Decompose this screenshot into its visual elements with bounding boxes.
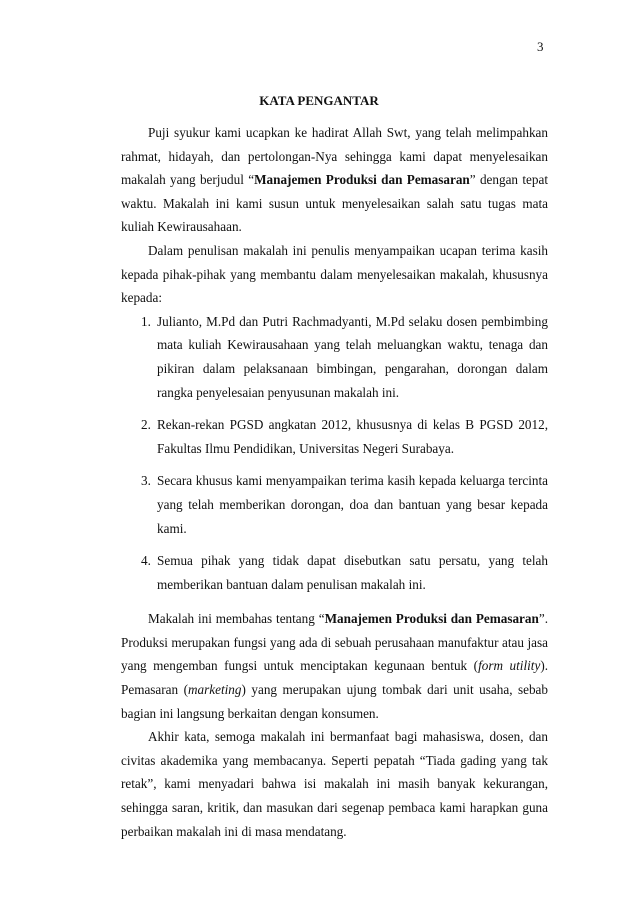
paragraph-text: ). Pemasaran ( bbox=[121, 658, 549, 698]
acknowledgement-list bbox=[121, 310, 548, 597]
list-item-text: Secara khusus kami menyampaikan terima kasih kepada keluarga tercinta yang telah memberikan dorongan, doa dan bantuan yang besar kepada kami. bbox=[157, 473, 548, 536]
list-item bbox=[121, 310, 548, 404]
paragraph-text: Puji syukur kami ucapkan ke hadirat Allah Swt, yang telah melimpahkan rahmat, hidayah, dan pertolongan-Nya sehingga kami dapat menyelesaikan makalah yang berjudul “ bbox=[121, 125, 548, 188]
paragraph-thanks-intro: Dalam penulisan makalah ini penulis menyampaikan ucapan terima kasih kepada pihak-pihak yang membantu dalam menyelesaikan makalah, khususnya kepada: bbox=[121, 242, 548, 306]
list-number: 2. bbox=[141, 417, 151, 433]
paragraph-text: ) yang merupakan ujung tombak dari unit usaha, sebab bagian ini langsung berkaitan dengan konsumen. bbox=[121, 682, 549, 721]
paragraph-text: ” dengan tepat waktu. Makalah ini kami susun untuk menyelesaikan salah satu tugas mata kuliah Kewirausahaan. bbox=[121, 172, 548, 235]
list-item-text: Julianto, M.Pd dan Putri Rachmadyanti, M.Pd selaku dosen pembimbing mata kuliah Kewirausahaan yang telah meluangkan waktu, tenaga dan pikiran dalam pelaksanaan bimbingan, pengarahan, dorongan dalam rangka penyelesaian penyusunan makalah ini. bbox=[157, 313, 548, 400]
list-number: 4. bbox=[141, 553, 151, 569]
list-number: 1. bbox=[141, 313, 151, 329]
page-title: KATA PENGANTAR bbox=[259, 93, 379, 108]
italic-term: form utility bbox=[478, 658, 541, 674]
paragraph-text: ”. Produksi merupakan fungsi yang ada di sebuah perusahaan manufaktur atau jasa yang mengemban fungsi untuk menciptakan kegunaan bentuk ( bbox=[121, 611, 548, 674]
list-item-text: Rekan-rekan PGSD angkatan 2012, khususnya di kelas B PGSD 2012, Fakultas Ilmu Pendidikan, Universitas Negeri Surabaya. bbox=[157, 417, 548, 456]
book-title-bold: Manajemen Produksi dan Pemasaran bbox=[254, 172, 470, 188]
page-number: 3 bbox=[537, 39, 544, 54]
paragraph-topic bbox=[121, 607, 548, 725]
paragraph-opening bbox=[121, 121, 548, 239]
list-item bbox=[121, 549, 548, 596]
paragraph-text: Makalah ini membahas tentang “ bbox=[148, 611, 325, 627]
document-body bbox=[121, 121, 548, 843]
book-title-bold: Manajemen Produksi dan Pemasaran bbox=[324, 611, 539, 627]
italic-term: marketing bbox=[188, 682, 242, 698]
list-item bbox=[121, 413, 548, 460]
list-item bbox=[121, 469, 548, 540]
paragraph-closing: Akhir kata, semoga makalah ini bermanfaat bagi mahasiswa, dosen, dan civitas akademika yang membacanya. Seperti pepatah “Tiada gading yang tak retak”, kami menyadari bahwa isi makalah ini masih banyak kekurangan, sehingga saran, kritik, dan masukan dari segenap pembaca kami harapkan guna perbaikan makalah ini di masa mendatang. bbox=[121, 729, 548, 839]
list-item-text: Semua pihak yang tidak dapat disebutkan satu persatu, yang telah memberikan bantuan dalam penulisan makalah ini. bbox=[157, 553, 548, 592]
list-number: 3. bbox=[141, 473, 151, 489]
